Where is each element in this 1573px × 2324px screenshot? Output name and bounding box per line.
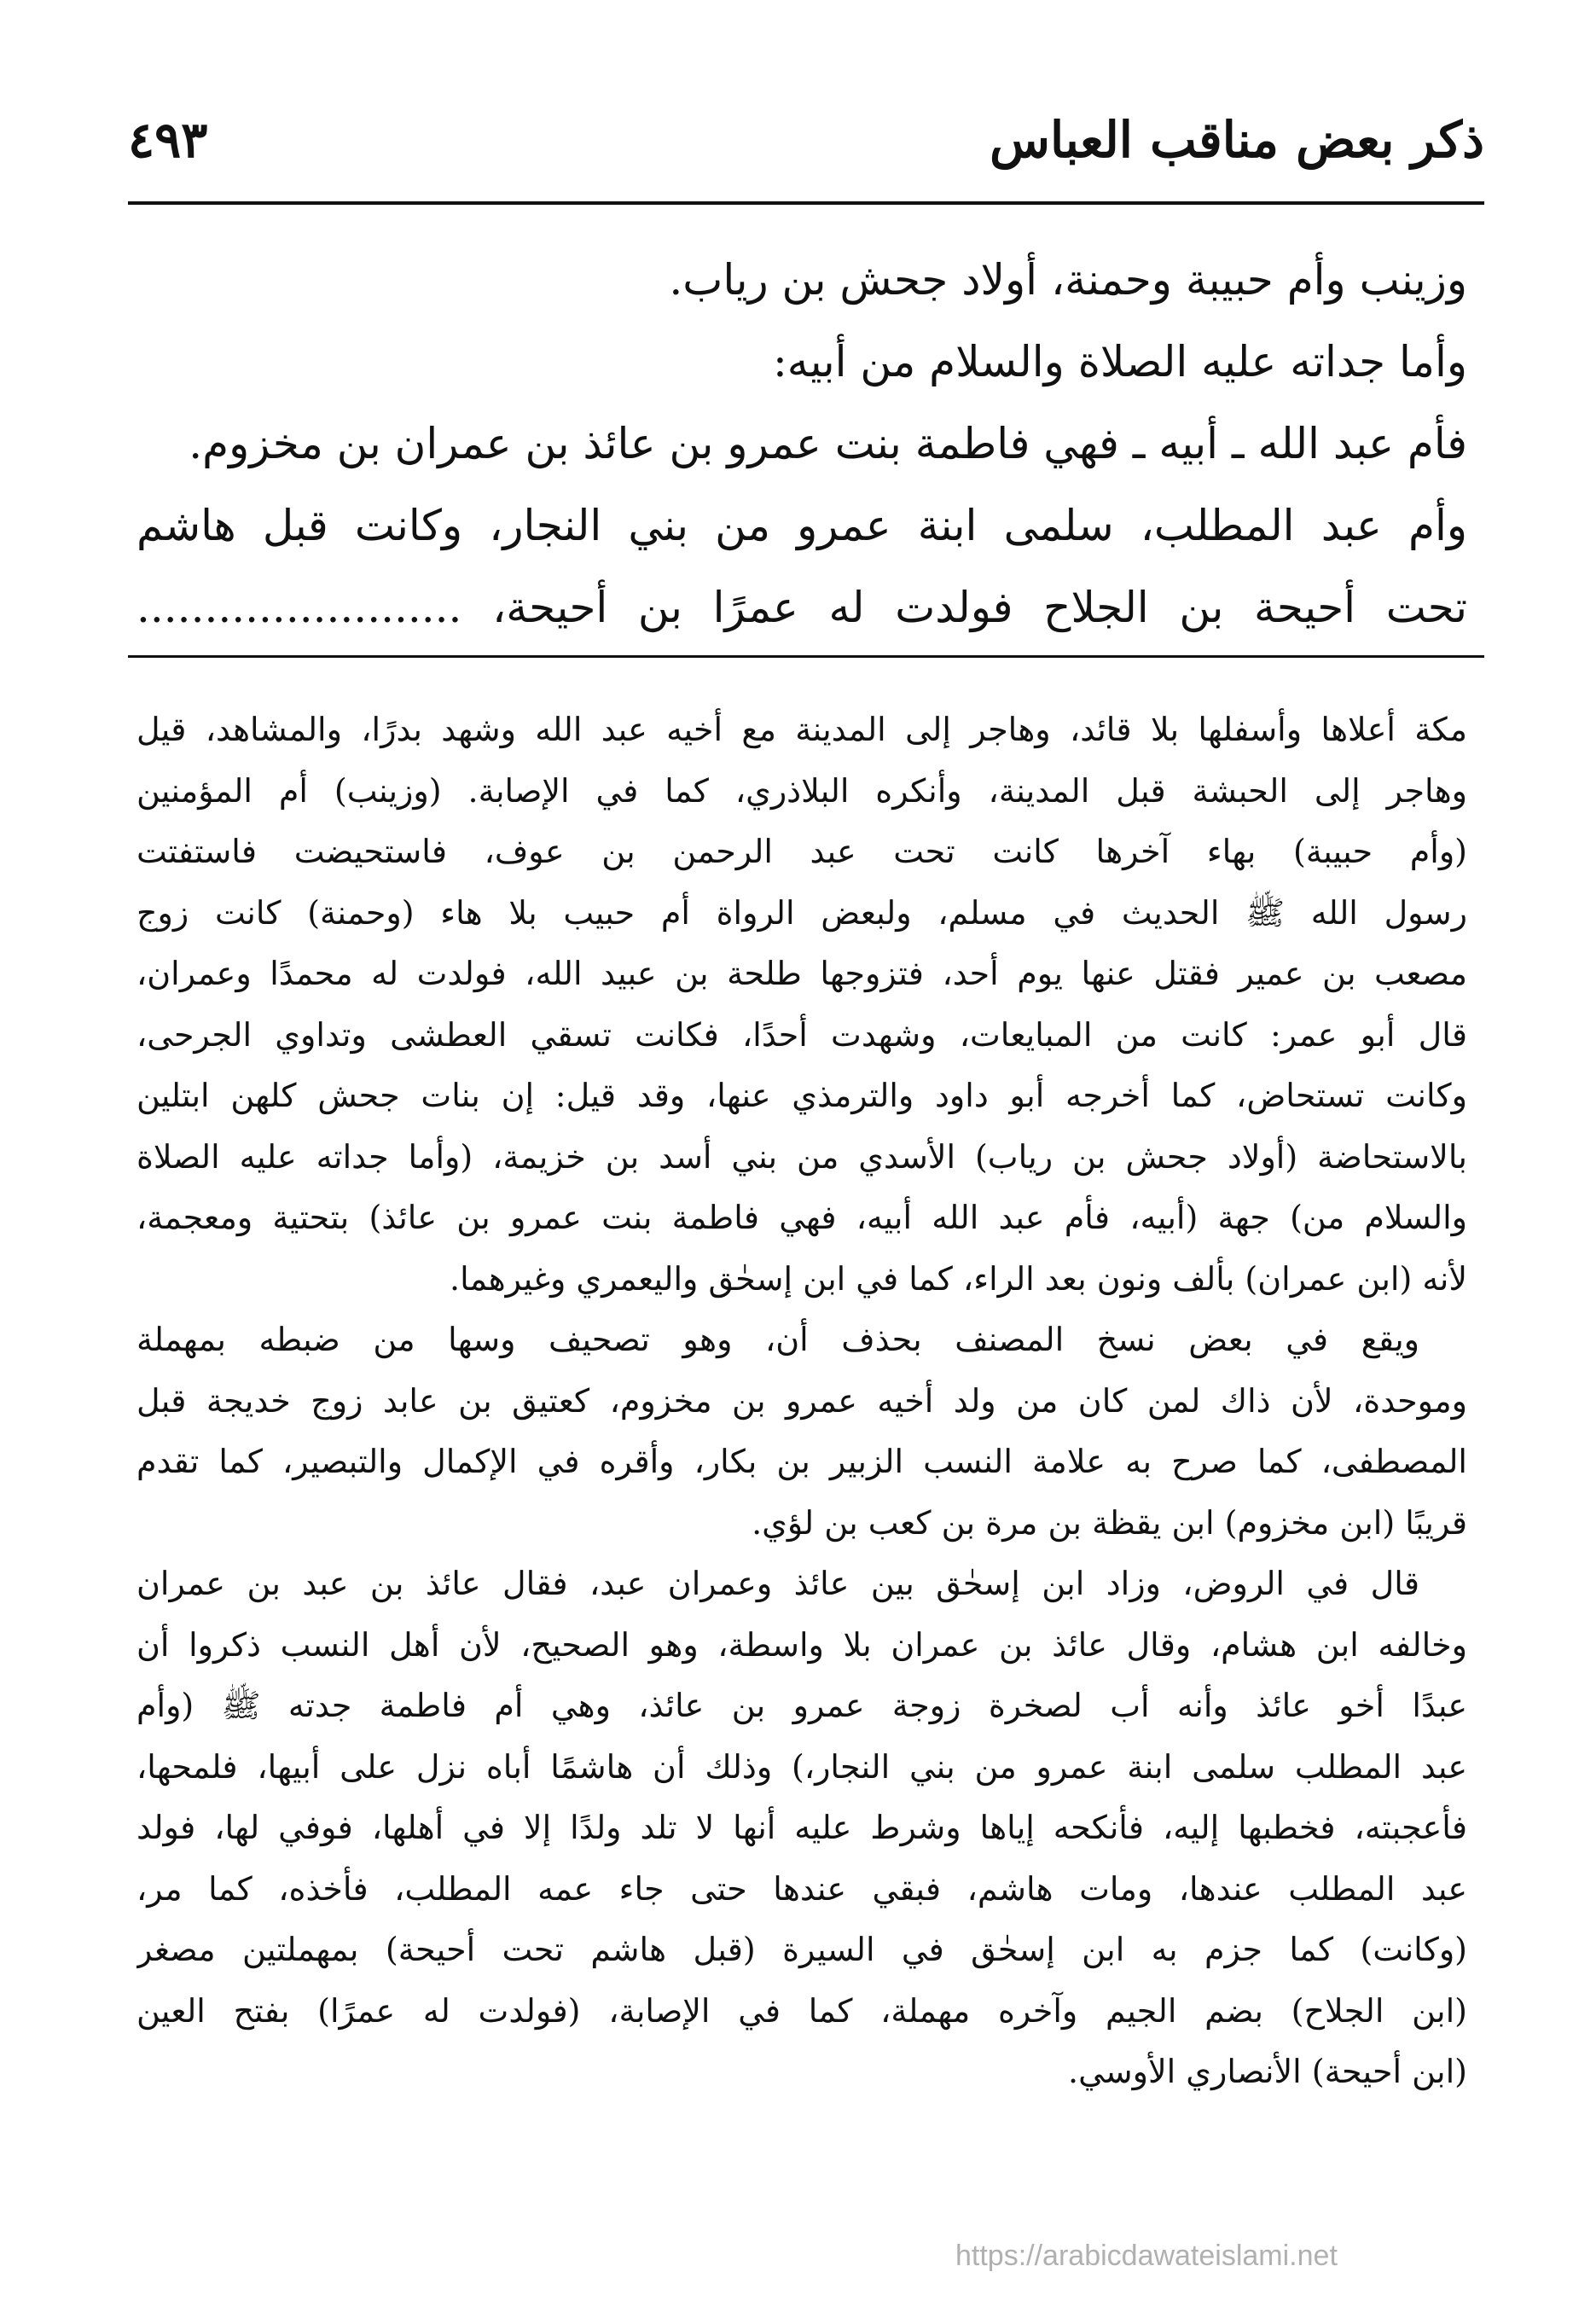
page-header <box>128 102 1484 196</box>
commentary-line: بالاستحاضة (أولاد جحش بن رياب) الأسدي من بني أسد بن خزيمة، (وأما جداته عليه الصلاة <box>136 1137 1467 1176</box>
main-text-line: وزينب وأم حبيبة وحمنة، أولاد جحش بن رياب. <box>669 255 1467 305</box>
header-rule <box>128 201 1484 205</box>
main-text-line: وأم عبد المطلب، سلمى ابنة عمرو من بني النجار، وكانت قبل هاشم <box>136 501 1467 550</box>
commentary-line: لأنه (ابن عمران) بألف ونون بعد الراء، كما في ابن إسحٰق واليعمري وغيرهما. <box>450 1259 1467 1298</box>
commentary-text <box>136 700 1467 2103</box>
commentary-line: مكة أعلاها وأسفلها بلا قائد، وهاجر إلى المدينة مع أخيه عبد الله وشهد بدرًا، والمشاهد، قيل <box>136 711 1467 748</box>
commentary-line: قال أبو عمر: كانت من المبايعات، وشهدت أحدًا، فكانت تسقي العطشى وتداوي الجرحى، <box>136 1015 1467 1054</box>
commentary-line: عبد المطلب سلمى ابنة عمرو من بني النجار،) وذلك أن هاشمًا أباه نزل على أبيها، فلمحها، <box>136 1747 1467 1786</box>
commentary-line: والسلام من) جهة (أبيه، فأم عبد الله أبيه، فهي فاطمة بنت عمرو بن عائذ) بتحتية ومعجمة، <box>136 1199 1467 1236</box>
commentary-line: المصطفى، كما صرح به علامة النسب الزبير بن بكار، وأقره في الإكمال والتبصير، كما تقدم <box>136 1443 1467 1480</box>
main-text-line: فأم عبد الله ـ أبيه ـ فهي فاطمة بنت عمرو بن عائذ بن عمران بن مخزوم. <box>189 419 1467 468</box>
commentary-line: وهاجر إلى الحبشة قبل المدينة، وأنكره البلاذري، كما في الإصابة. (وزينب) أم المؤمنين <box>136 771 1467 810</box>
commentary-line: ويقع في بعض نسخ المصنف بحذف أن، وهو تصحيف وسها من ضبطه بمهملة <box>136 1321 1419 1358</box>
commentary-line: (ابن أحيحة) الأنصاري الأوسي. <box>1068 2053 1467 2090</box>
commentary-line: وخالفه ابن هشام، وقال عائذ بن عمران بلا واسطة، وهو الصحيح، لأن أهل النسب ذكروا أن <box>136 1625 1467 1664</box>
main-text-line: وأما جداته عليه الصلاة والسلام من أبيه: <box>772 337 1467 386</box>
commentary-line: عبدًا أخو عائذ وأنه أب لصخرة زوجة عمرو بن عائذ، وهي أم فاطمة جدته ﷺ (وأم <box>136 1687 1467 1724</box>
commentary-line: (وكانت) كما جزم به ابن إسحٰق في السيرة (قبل هاشم تحت أحيحة) بمهملتين مصغر <box>136 1931 1467 1968</box>
commentary-line: عبد المطلب عندها، ومات هاشم، فبقي عندها حتى جاء عمه المطلب، فأخذه، كما مر، <box>136 1869 1467 1908</box>
commentary-line: وموحدة، لأن ذاك لمن كان من ولد أخيه عمرو بن مخزوم، كعتيق بن عابد زوج خديجة قبل <box>136 1381 1467 1420</box>
main-text <box>136 239 1467 648</box>
commentary-line: قال في الروض، وزاد ابن إسحٰق بين عائذ وعمران عبد، فقال عائذ بن عبد بن عمران <box>136 1565 1419 1602</box>
section-divider <box>128 655 1484 658</box>
commentary-line: (ابن الجلاح) بضم الجيم وآخره مهملة، كما في الإصابة، (فولدت له عمرًا) بفتح العين <box>136 1991 1467 2030</box>
chapter-title: ذكر بعض مناقب العباس <box>990 111 1484 169</box>
commentary-line: وكانت تستحاض، كما أخرجه أبو داود والترمذي عنها، وقد قيل: إن بنات جحش كلهن ابتلين <box>136 1077 1467 1114</box>
commentary-line: (وأم حبيبة) بهاء آخرها كانت تحت عبد الرحمن بن عوف، فاستحيضت فاستفتت <box>136 833 1467 870</box>
commentary-line: رسول الله ﷺ الحديث في مسلم، ولبعض الرواة أم حبيب بلا هاء (وحمنة) كانت زوج <box>136 893 1467 932</box>
main-text-line: تحت أحيحة بن الجلاح فولدت له عمرًا بن أحيحة، ........................ <box>136 583 1467 632</box>
commentary-line: قريبًا (ابن مخزوم) ابن يقظة بن مرة بن كعب بن لؤي. <box>752 1503 1467 1542</box>
page-number: ٤٩٣ <box>128 111 208 169</box>
watermark-url: https://arabicdawateislami.net <box>955 2240 1338 2272</box>
commentary-line: فأعجبته، فخطبها إليه، فأنكحه إياها وشرط عليه أنها لا تلد ولدًا إلا في أهلها، فوفي لها، فولد <box>136 1809 1467 1846</box>
commentary-line: مصعب بن عمير فقتل عنها يوم أحد، فتزوجها طلحة بن عبيد الله، فولدت له محمدًا وعمران، <box>136 955 1467 992</box>
